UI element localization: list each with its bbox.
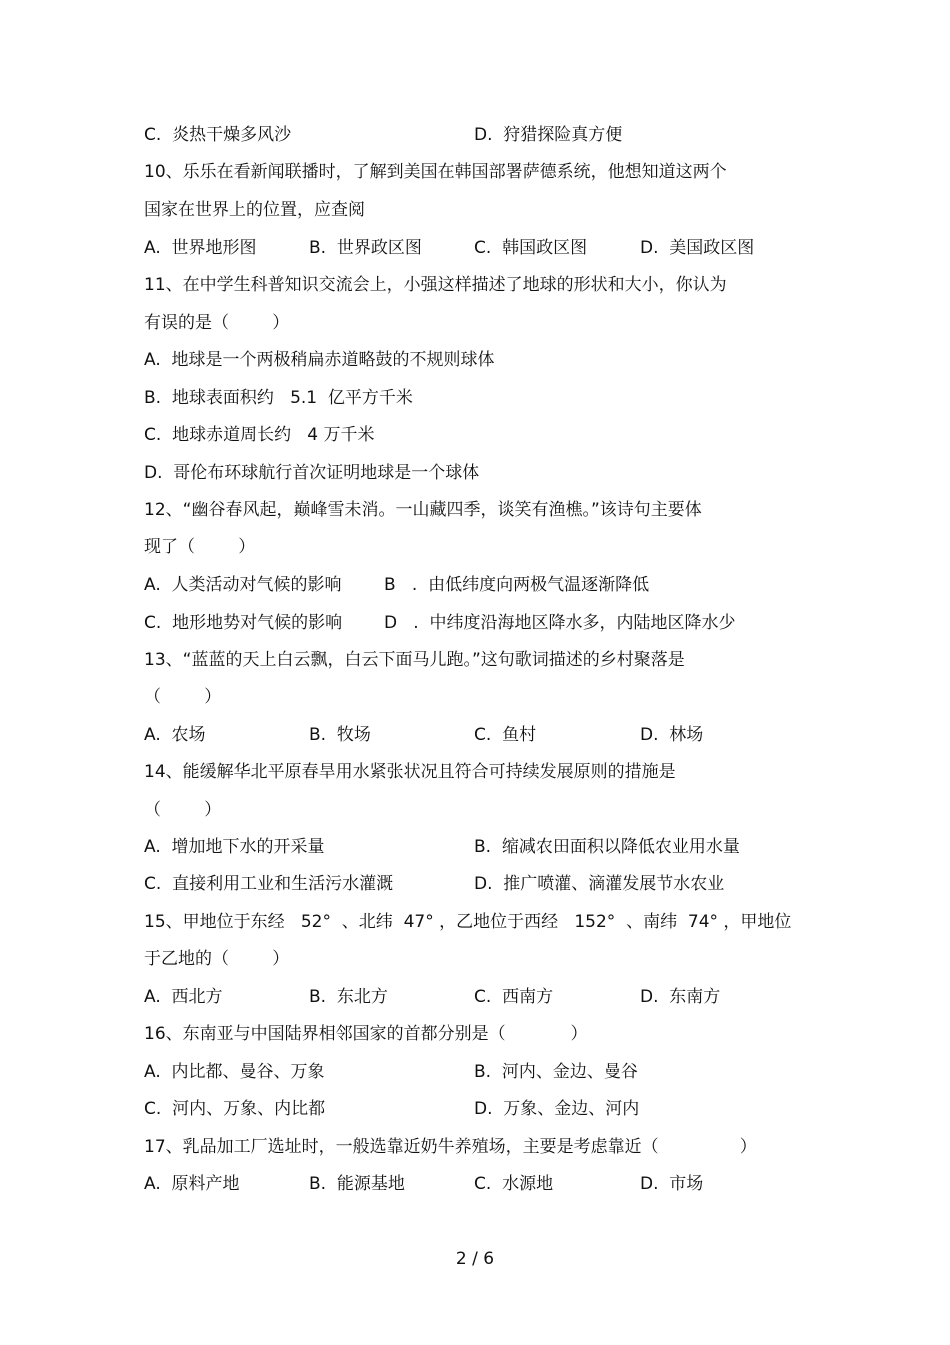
- q12-option-d: D . 中纬度沿海地区降水多，内陆地区降水少: [384, 613, 736, 633]
- q11-option-d: D. 哥伦布环球航行首次证明地球是一个球体: [144, 463, 480, 483]
- q11-stem-line1: 11、在中学生科普知识交流会上，小强这样描述了地球的形状和大小，你认为: [144, 275, 727, 295]
- q13-option-c: C. 鱼村: [474, 725, 537, 745]
- q17-option-d: D. 市场: [640, 1174, 704, 1194]
- q10-stem-line2: 国家在世界上的位置，应查阅: [144, 200, 365, 220]
- q15-option-b: B. 东北方: [309, 987, 388, 1007]
- q16-option-d: D. 万象、金边、河内: [474, 1099, 640, 1119]
- q12-stem-line1: 12、“幽谷春风起，巅峰雪未消。一山藏四季，谈笑有渔樵。”该诗句主要体: [144, 500, 702, 520]
- q14-option-d: D. 推广喷灌、滴灌发展节水农业: [474, 874, 725, 894]
- q15-option-d: D. 东南方: [640, 987, 721, 1007]
- q14-option-c: C. 直接利用工业和生活污水灌溉: [144, 874, 394, 894]
- q16-option-b: B. 河内、金边、曼谷: [474, 1062, 638, 1082]
- q13-stem-line1: 13、“蓝蓝的天上白云飘，白云下面马儿跑。”这句歌词描述的乡村聚落是: [144, 650, 685, 670]
- page-number: 2 / 6: [455, 1249, 495, 1269]
- q15-stem-line2: 于乙地的（ ）: [144, 949, 290, 969]
- q11-option-c: C. 地球赤道周长约 4 万千米: [144, 425, 375, 445]
- q16-stem: 16、东南亚与中国陆界相邻国家的首都分别是（ ）: [144, 1024, 588, 1044]
- q15-option-c: C. 西南方: [474, 987, 554, 1007]
- q11-stem-line2: 有误的是（ ）: [144, 313, 290, 333]
- q14-option-a: A. 增加地下水的开采量: [144, 837, 325, 857]
- q12-option-c: C. 地形地势对气候的影响: [144, 613, 343, 633]
- q13-option-b: B. 牧场: [309, 725, 371, 745]
- q11-option-a: A. 地球是一个两极稍扁赤道略鼓的不规则球体: [144, 350, 495, 370]
- q12-option-a: A. 人类活动对气候的影响: [144, 575, 342, 595]
- q15-option-a: A. 西北方: [144, 987, 223, 1007]
- q10-option-b: B. 世界政区图: [309, 238, 422, 258]
- q14-stem-line1: 14、能缓解华北平原春旱用水紧张状况且符合可持续发展原则的措施是: [144, 762, 676, 782]
- q10-option-a: A. 世界地形图: [144, 238, 257, 258]
- q10-option-c: C. 韩国政区图: [474, 238, 588, 258]
- q9-option-d: D. 狩猎探险真方便: [474, 125, 623, 145]
- q17-option-b: B. 能源基地: [309, 1174, 405, 1194]
- q11-option-b: B. 地球表面积约 5.1 亿平方千米: [144, 388, 413, 408]
- q14-stem-line2: （ ）: [144, 800, 222, 820]
- q17-option-c: C. 水源地: [474, 1174, 554, 1194]
- q12-option-b: B . 由低纬度向两极气温逐渐降低: [384, 575, 650, 595]
- q16-option-c: C. 河内、万象、内比都: [144, 1099, 326, 1119]
- q9-option-c: C. 炎热干燥多风沙: [144, 125, 292, 145]
- q15-stem-line1: 15、甲地位于东经 52° 、北纬 47° ，乙地位于西经 152° 、南纬 74° ，甲地位: [144, 912, 792, 932]
- q12-stem-line2: 现了（ ）: [144, 537, 256, 557]
- q17-stem: 17、乳品加工厂选址时，一般选靠近奶牛养殖场，主要是考虑靠近（ ）: [144, 1137, 757, 1157]
- q13-stem-line2: （ ）: [144, 687, 222, 707]
- q17-option-a: A. 原料产地: [144, 1174, 240, 1194]
- q13-option-a: A. 农场: [144, 725, 206, 745]
- q16-option-a: A. 内比都、曼谷、万象: [144, 1062, 325, 1082]
- q10-stem-line1: 10、乐乐在看新闻联播时，了解到美国在韩国部署萨德系统，他想知道这两个: [144, 162, 727, 182]
- q14-option-b: B. 缩减农田面积以降低农业用水量: [474, 837, 740, 857]
- q10-option-d: D. 美国政区图: [640, 238, 755, 258]
- q13-option-d: D. 林场: [640, 725, 704, 745]
